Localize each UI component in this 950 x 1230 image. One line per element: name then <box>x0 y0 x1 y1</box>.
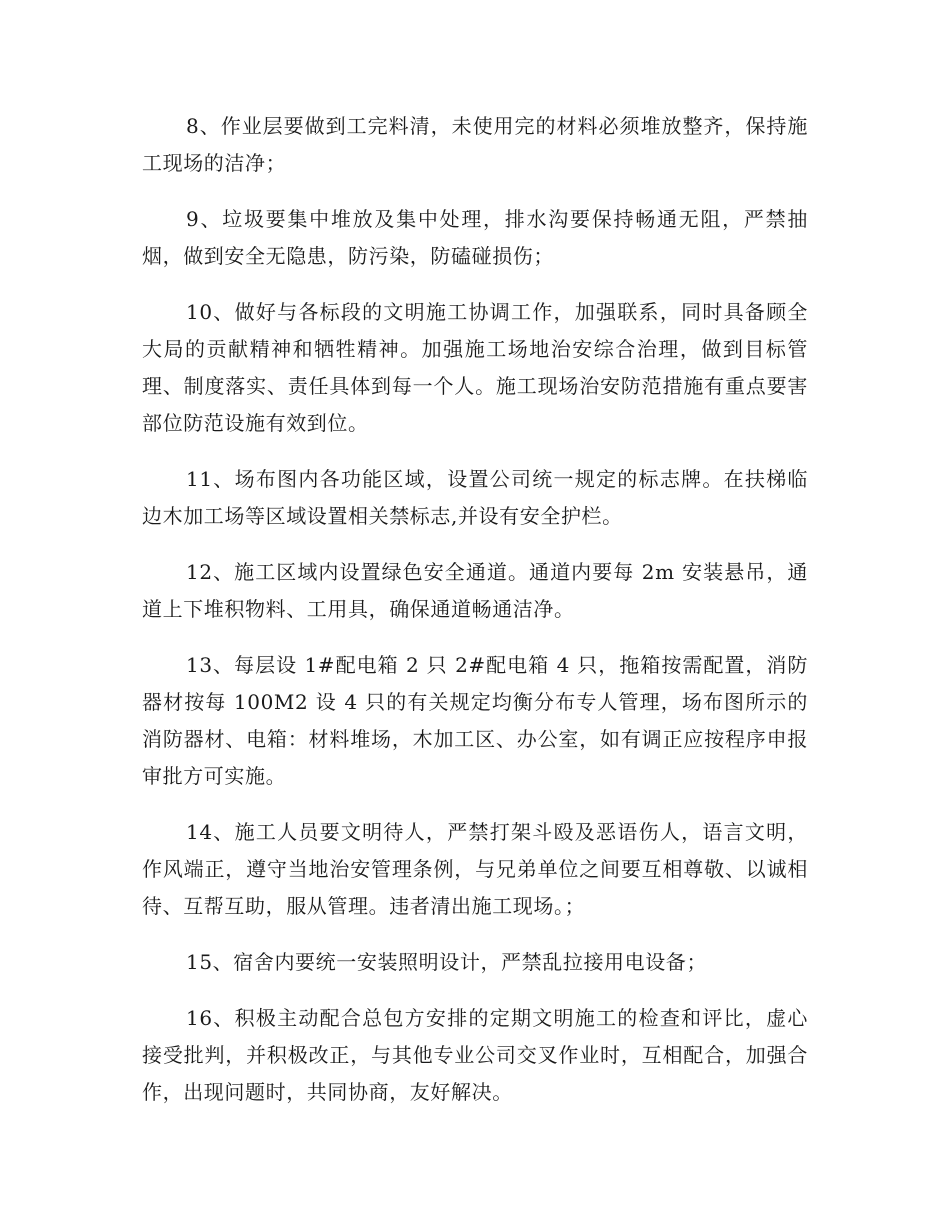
paragraph-item-16: 16、积极主动配合总包方安排的定期文明施工的检查和评比，虚心接受批判，并积极改正，与其他专业公司交叉作业时，互相配合，加强合作，出现问题时，共同协商，友好解决。 <box>142 1006 808 1104</box>
paragraph-item-10: 10、做好与各标段的文明施工协调工作，加强联系，同时具备顾全大局的贡献精神和牺牲精神。加强施工场地治安综合治理，做到目标管理、制度落实、责任具体到每一个人。施工现场治安防范措施有重点要害部位防范设施有效到位。 <box>142 300 808 435</box>
paragraph-item-14: 14、施工人员要文明待人，严禁打架斗殴及恶语伤人，语言文明，作风端正，遵守当地治安管理条例，与兄弟单位之间要互相尊敬、以诚相待、互帮互助，服从管理。违者清出施工现场。； <box>142 820 808 918</box>
document-body <box>142 108 808 1111</box>
paragraph-item-8: 8、作业层要做到工完料清，未使用完的材料必须堆放整齐，保持施工现场的洁净； <box>142 114 808 175</box>
paragraph-item-15: 15、宿舍内要统一安装照明设计，严禁乱拉接用电设备； <box>186 950 708 974</box>
paragraph-item-9: 9、垃圾要集中堆放及集中处理，排水沟要保持畅通无阻，严禁抽烟，做到安全无隐患，防污染，防磕碰损伤； <box>142 207 808 268</box>
paragraph-item-12: 12、施工区域内设置绿色安全通道。通道内要每 2m 安装悬吊，通道上下堆积物料、工用具，确保通道畅通洁净。 <box>142 560 808 621</box>
paragraph-item-13: 13、每层设 1#配电箱 2 只 2#配电箱 4 只，拖箱按需配置，消防器材按每 100M2 设 4 只的有关规定均衡分布专人管理，场布图所示的消防器材、电箱：材料堆场，木加工区、办公室，如有调正应按程序申报审批方可实施。 <box>142 653 808 788</box>
paragraph-item-11: 11、场布图内各功能区域，设置公司统一规定的标志牌。在扶梯临边木加工场等区域设置相关禁标志,并设有安全护栏。 <box>142 467 808 528</box>
